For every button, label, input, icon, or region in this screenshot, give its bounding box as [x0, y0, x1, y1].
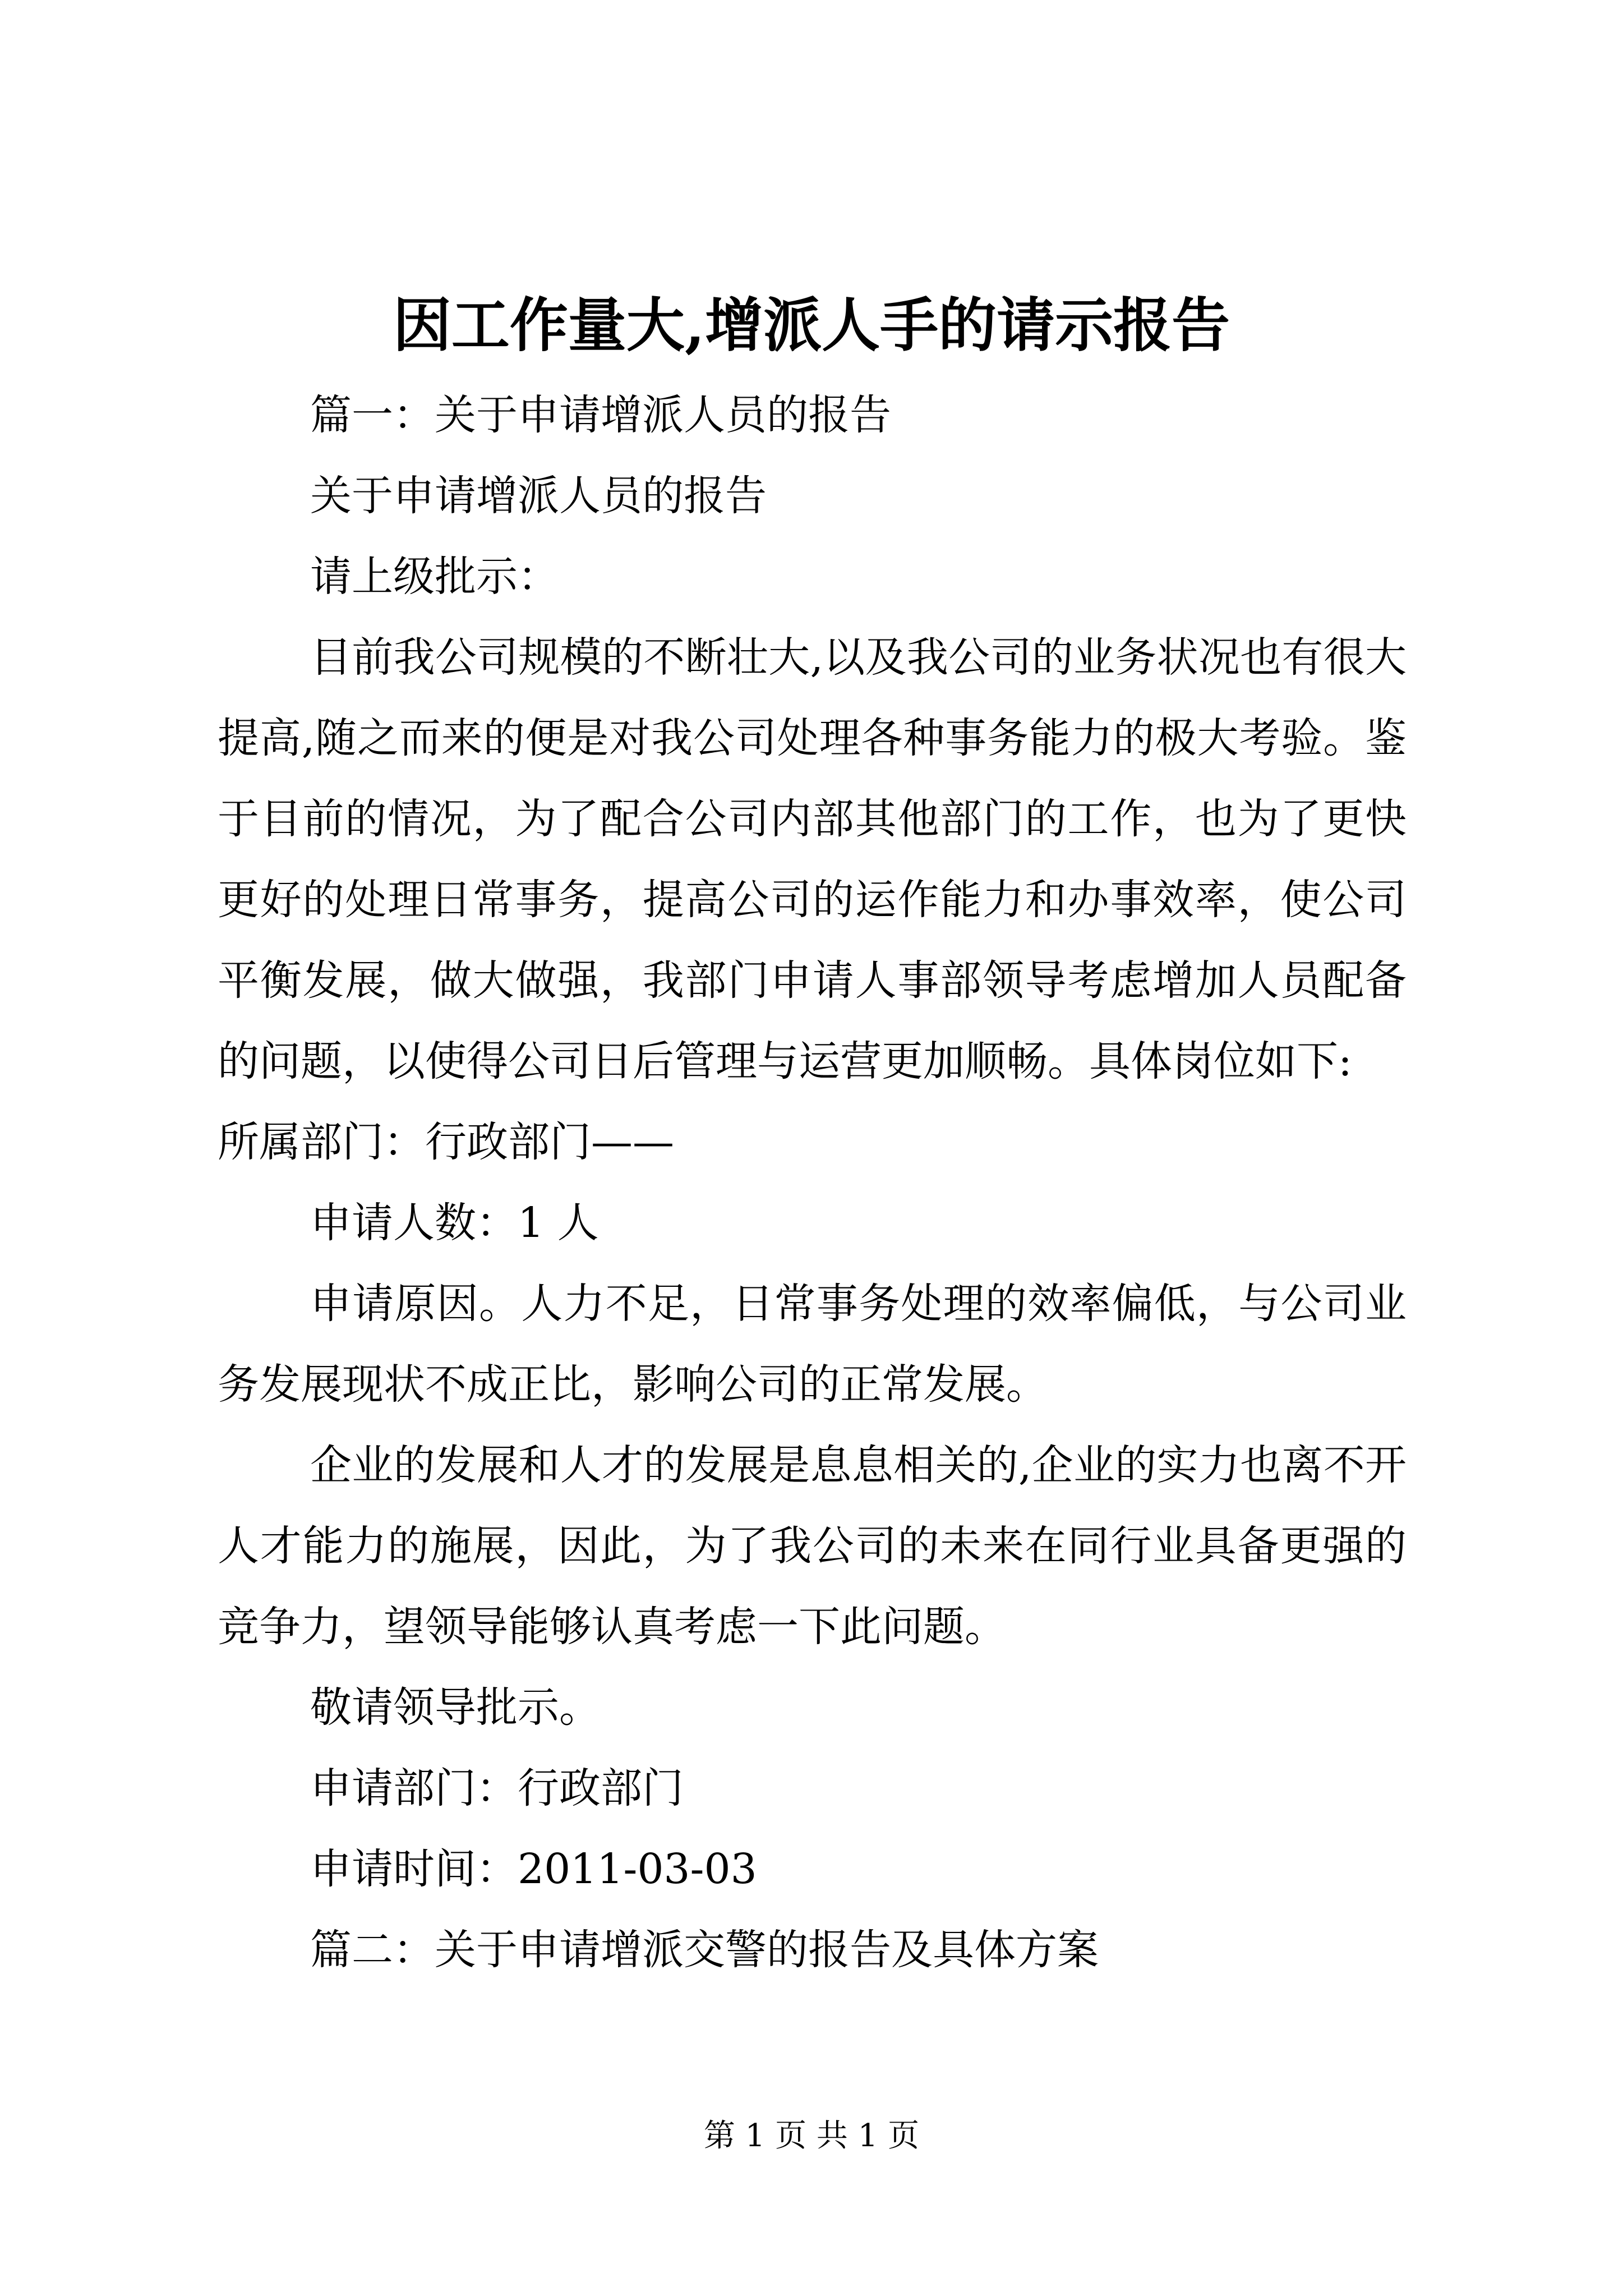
page-footer: 第 1 页 共 1 页: [703, 2118, 920, 2154]
closing-line: 敬请领导批示。: [310, 1683, 601, 1732]
report-heading: 关于申请增派人员的报告: [310, 472, 767, 520]
applicant-department: 申请部门：行政部门: [310, 1764, 684, 1812]
section-heading-1: 篇一：关于申请增派人员的报告: [310, 391, 891, 439]
headcount-line: 申请人数：1 人: [310, 1199, 599, 1247]
department-line: 所属部门：行政部门——: [218, 1118, 674, 1166]
salutation: 请上级批示：: [310, 553, 559, 601]
document-title: 因工作量大,增派人手的请示报告: [393, 291, 1230, 360]
application-date: 申请时间：2011-03-03: [310, 1845, 757, 1893]
section-heading-2: 篇二：关于申请增派交警的报告及具体方案: [310, 1926, 1099, 1974]
body-paragraph: 目前我公司规模的不断壮大,以及我公司的业务状况也有很大提高,随之而来的便是对我公司处理各种事务能力的极大考验。鉴于目前的情况，为了配合公司内部其他部门的工作，也为了更快更好的处理日常事务，提高公司的运作能力和办事效率，使公司平衡发展，做大做强，我部门申请人事部领导考虑增加人员配备的问题，以使得公司日后管理与运营更加顺畅。具体岗位如下:: [218, 633, 1407, 1085]
body-paragraph: 企业的发展和人才的发展是息息相关的,企业的实力也离不开人才能力的施展，因此，为了我公司的未来在同行业具备更强的竞争力，望领导能够认真考虑一下此问题。: [218, 1441, 1407, 1651]
document-body: [218, 375, 1407, 1990]
reason-paragraph: 申请原因。人力不足，日常事务处理的效率偏低，与公司业务发展现状不成正比，影响公司的正常发展。: [218, 1280, 1407, 1409]
